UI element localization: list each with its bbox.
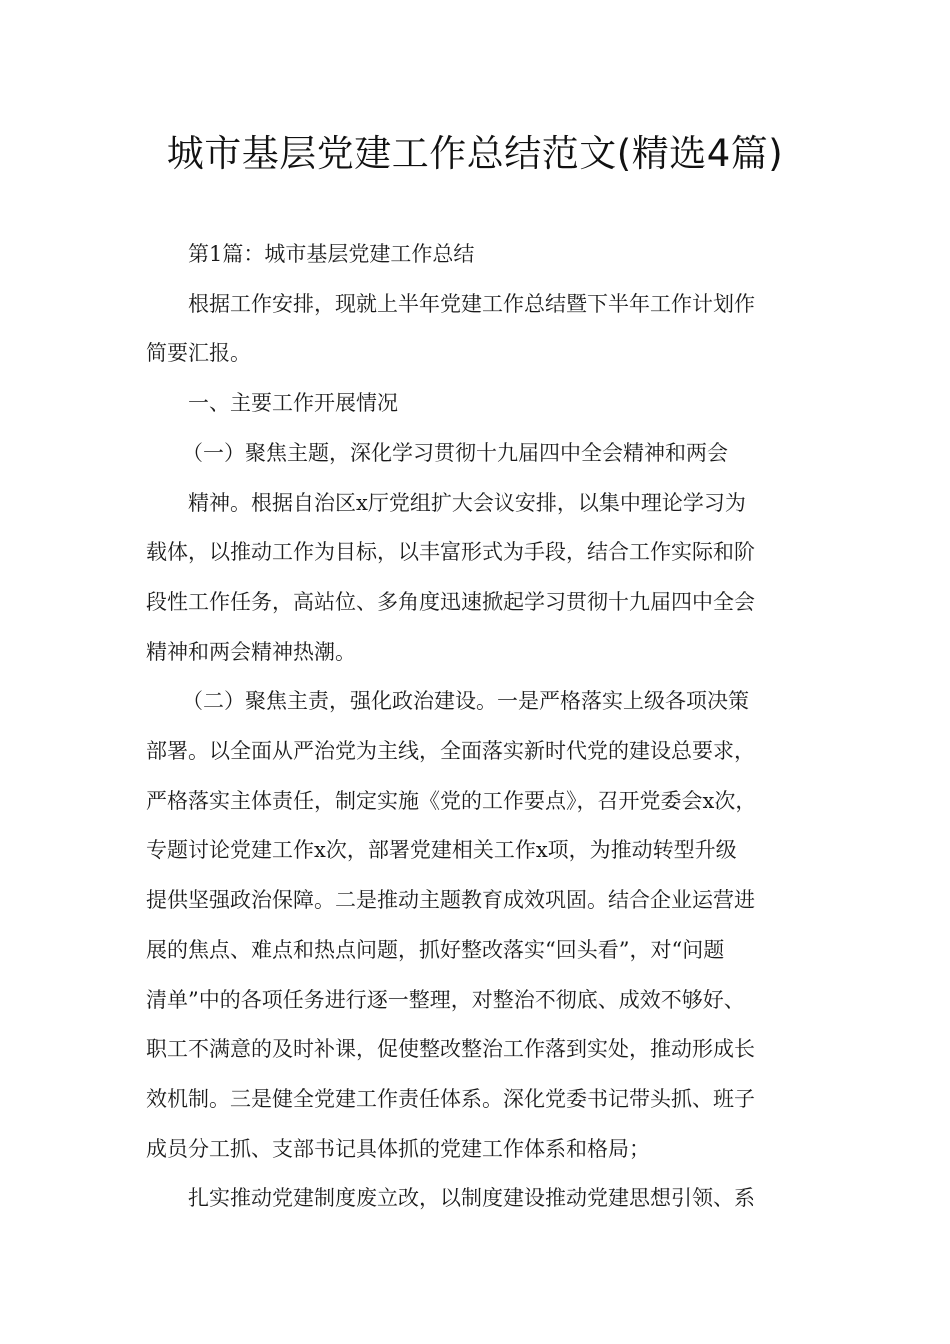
document-body — [146, 230, 810, 1224]
section-heading-1: 第1篇：城市基层党建工作总结 — [188, 242, 475, 266]
paragraph-line: 精神和两会精神热潮。 — [146, 639, 356, 664]
subsection-heading-2: （二）聚焦主责，强化政治建设。一是严格落实上级各项决策 — [182, 689, 749, 714]
paragraph-line: 精神。根据自治区x厅党组扩大会议安排，以集中理论学习为 — [188, 490, 746, 515]
paragraph-line: 部署。以全面从严治党为主线，全面落实新时代党的建设总要求， — [146, 739, 755, 764]
paragraph-line: 严格落实主体责任，制定实施《党的工作要点》，召开党委会x次， — [146, 788, 757, 813]
paragraph-line: 根据工作安排，现就上半年党建工作总结暨下半年工作计划作 — [188, 291, 755, 316]
paragraph-line: 简要汇报。 — [146, 341, 251, 366]
document-title: 城市基层党建工作总结范文(精选4篇) — [166, 132, 784, 175]
paragraph-line: 清单”中的各项任务进行逐一整理，对整治不彻底、成效不够好、 — [146, 987, 745, 1012]
section-heading-2: 一、主要工作开展情况 — [188, 391, 398, 416]
paragraph-line: 提供坚强政治保障。二是推动主题教育成效巩固。结合企业运营进 — [146, 888, 755, 913]
paragraph-line: 职工不满意的及时补课，促使整改整治工作落到实处，推动形成长 — [146, 1037, 755, 1062]
paragraph-line: 成员分工抓、支部书记具体抓的党建工作体系和格局； — [146, 1136, 650, 1161]
paragraph-line: 段性工作任务，高站位、多角度迅速掀起学习贯彻十九届四中全会 — [146, 589, 755, 614]
subsection-heading-1: （一）聚焦主题，深化学习贯彻十九届四中全会精神和两会 — [182, 440, 728, 465]
paragraph-line: 效机制。三是健全党建工作责任体系。深化党委书记带头抓、班子 — [146, 1086, 755, 1111]
paragraph-line: 展的焦点、难点和热点问题，抓好整改落实“回头看”，对“问题 — [146, 937, 725, 962]
paragraph-line: 专题讨论党建工作x次，部署党建相关工作x项，为推动转型升级 — [146, 838, 737, 863]
paragraph-line: 扎实推动党建制度废立改，以制度建设推动党建思想引领、系 — [188, 1186, 755, 1211]
paragraph-line: 载体，以推动工作为目标，以丰富形式为手段，结合工作实际和阶 — [146, 540, 755, 565]
